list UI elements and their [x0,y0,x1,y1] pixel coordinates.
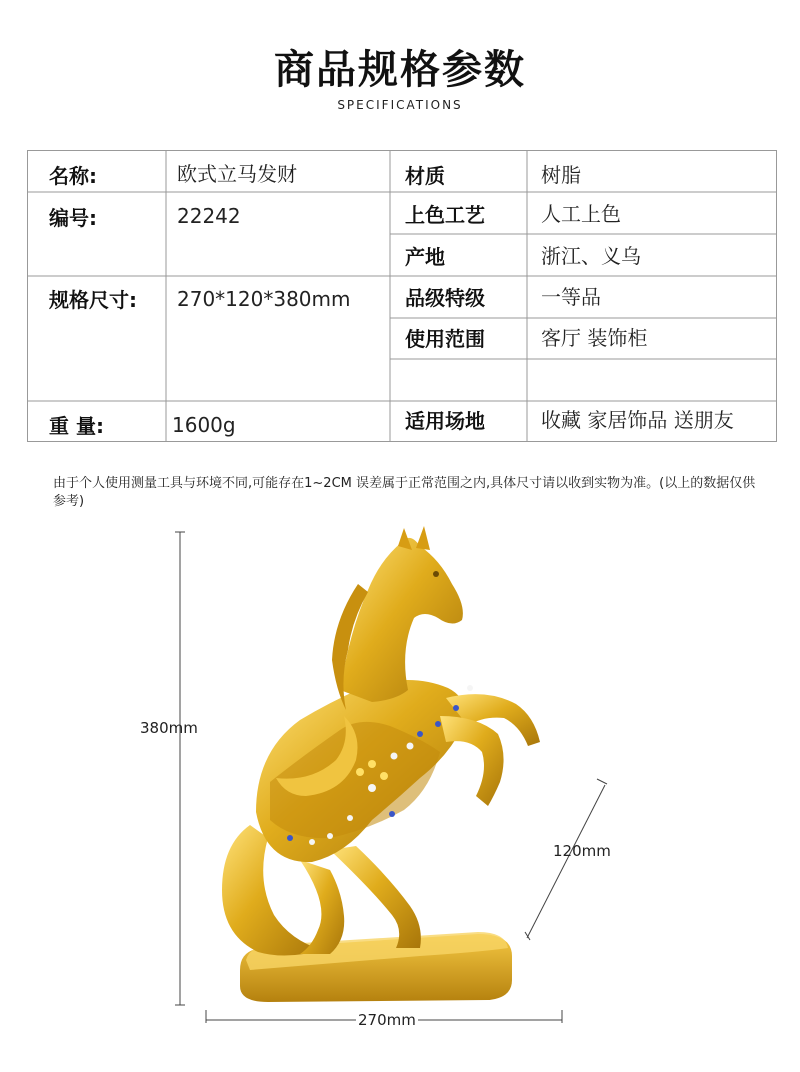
height-label: 380mm [140,719,198,737]
usage-value: 客厅 装饰柜 [541,326,648,350]
name-label: 名称: [49,164,97,188]
origin-value: 浙江、义乌 [541,244,641,268]
measurement-note: 由于个人使用测量工具与环境不同,可能存在1~2CM 误差属于正常范围之内,具体尺寸请以收到实物为准。(以上的数据仅供参考) [53,476,756,509]
grade-label: 品级特级 [405,286,485,310]
material-label: 材质 [405,164,445,188]
spec-table [27,150,777,442]
name-value: 欧式立马发财 [177,162,297,186]
size-label: 规格尺寸: [49,288,137,312]
origin-label: 产地 [405,245,445,269]
horse-head [340,538,463,702]
coloring-label: 上色工艺 [405,203,485,227]
weight-value: 1600g [172,413,236,437]
size-value: 270*120*380mm [177,287,351,311]
coloring-value: 人工上色 [541,202,621,226]
venue-value: 收藏 家居饰品 送朋友 [541,408,734,432]
depth-label: 120mm [553,842,611,860]
usage-label: 使用范围 [405,327,485,351]
code-label: 编号: [49,206,97,230]
code-value: 22242 [177,204,241,228]
page-title: 商品规格参数 [274,47,526,93]
page-subtitle: SPECIFICATIONS [337,98,463,112]
width-label: 270mm [358,1011,416,1029]
weight-label: 重 量: [49,414,104,438]
product-photo [0,520,800,1068]
horse-statue-illustration [0,520,800,1068]
material-value: 树脂 [541,163,581,187]
grade-value: 一等品 [541,285,601,309]
spec-table-grid [27,150,777,442]
venue-label: 适用场地 [405,409,485,433]
